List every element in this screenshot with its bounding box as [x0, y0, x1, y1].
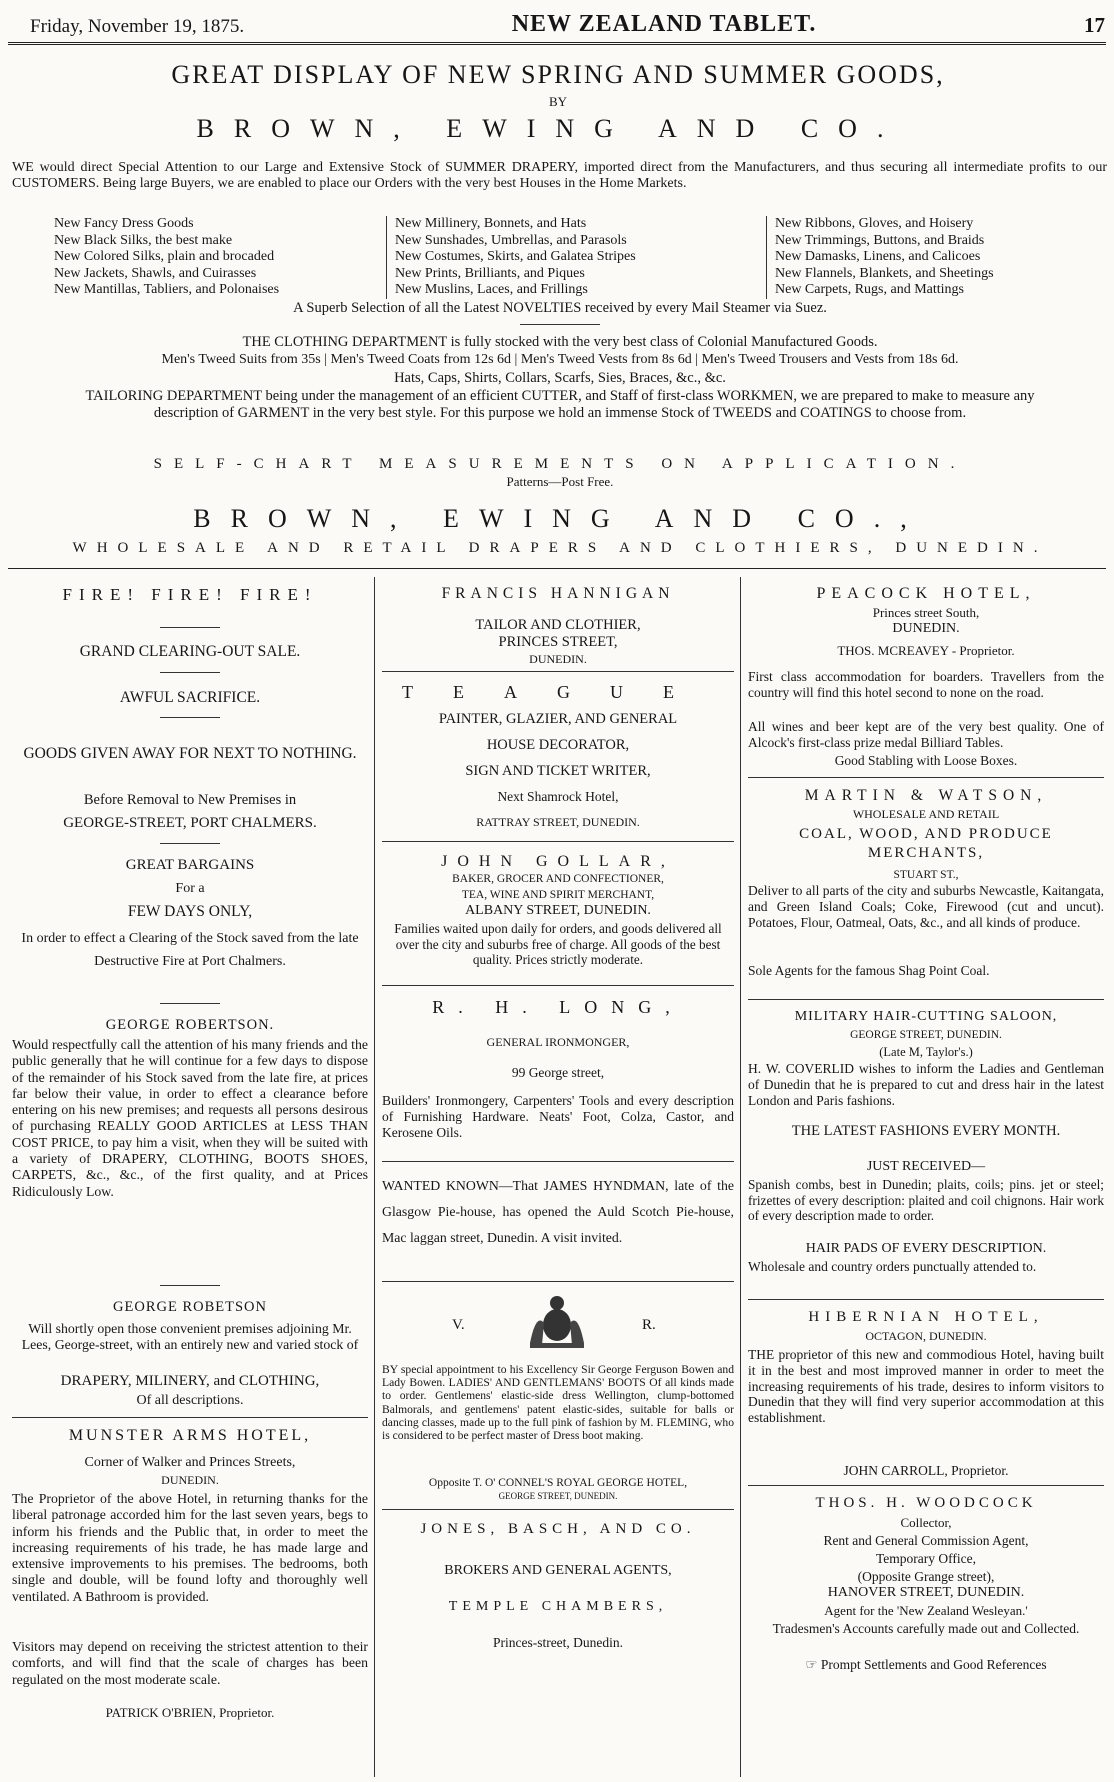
by-line: BY	[548, 94, 568, 109]
list-item: New Fancy Dress Goods	[54, 216, 194, 231]
hair-paragraph-3: Wholesale and country orders punctually attended to.	[748, 1259, 1037, 1274]
bargains-heading: GREAT BARGAINS	[125, 857, 255, 873]
few-days-line: FEW DAYS ONLY,	[127, 903, 253, 920]
suits-line: Men's Tweed Suits from 35s | Men's Tweed Coats from 12s 6d | Men's Tweed Vests from 8s 6d | Men's Tweed Trousers and Vests from 18s 6d.	[161, 352, 959, 367]
peacock-paragraph-2: All wines and beer kept are of the very best quality. One of Alcock's first-class prize medal Billiard Tables.	[748, 719, 1104, 750]
hair-line-2: (Late M, Taylor's.)	[879, 1045, 973, 1059]
clearing-paragraph: In order to effect a Clearing of the Stock saved from the late Destructive Fire at Port Chalmers.	[21, 931, 359, 969]
divider	[12, 717, 368, 718]
peacock-paragraph-3: Good Stabling with Loose Boxes.	[834, 753, 1018, 768]
intro-paragraph: WE would direct Special Attention to our Large and Extensive Stock of SUMMER DRAPERY, imported direct from the Manufacturers, and thus securing all intermediate profits to our CUSTOMERS. Being large Buyers, we are enabled to place our Orders with the very best Houses in the Home Markets.	[12, 160, 1107, 191]
wanted-paragraph: WANTED KNOWN—That JAMES HYNDMAN, late of the Glasgow Pie-house, has opened the Auld Scotch Pie-house, Mac laggan street, Dunedin. A visit invited.	[382, 1178, 734, 1245]
divider	[12, 1003, 368, 1004]
list-item: New Flannels, Blankets, and Sheetings	[775, 265, 994, 281]
woodcock-line-1: Collector,	[900, 1515, 952, 1530]
royal-arms-block	[382, 1289, 734, 1359]
long-line-1: GENERAL IRONMONGER,	[486, 1035, 630, 1049]
wholesale-line: WHOLESALE AND RETAIL DRAPERS AND CLOTHIERS, DUNEDIN.	[72, 540, 1048, 556]
boots-address: Opposite T. O' CONNEL'S ROYAL GEORGE HOTEL,	[428, 1477, 688, 1489]
column-1	[12, 577, 368, 1777]
peacock-heading: PEACOCK HOTEL,	[816, 585, 1036, 602]
munster-heading: MUNSTER ARMS HOTEL,	[68, 1427, 312, 1444]
divider	[382, 1281, 734, 1282]
munster-town: DUNEDIN.	[161, 1473, 219, 1487]
robertson-heading-2: GEORGE ROBETSON	[113, 1299, 267, 1315]
divider	[748, 1299, 1104, 1300]
divider	[748, 777, 1104, 778]
hair-paragraph-2: Spanish combs, best in Dunedin; plaits, coils; pins. jet or steel; frizettes of every description: plaited and coil chignons. Hair work of every description made to order.	[748, 1177, 1104, 1224]
goods-column-2	[386, 216, 766, 299]
long-paragraph: Builders' Ironmongery, Carpenters' Tools and every description of Furnishing Hardware. Neats' Foot, Colza, Castor, and Kerosene Oils.	[382, 1093, 734, 1140]
jones-heading: JONES, BASCH, AND CO.	[420, 1521, 696, 1537]
list-item: New Sunshades, Umbrellas, and Parasols	[395, 232, 627, 248]
pointing-hand-icon: ☞	[805, 1657, 821, 1672]
divider	[12, 1417, 368, 1418]
divider	[382, 1509, 734, 1510]
page-number: 17	[1084, 13, 1105, 37]
teague-line-3: SIGN AND TICKET WRITER,	[465, 763, 651, 779]
royal-arms-icon	[522, 1293, 592, 1353]
hibernian-line-1: OCTAGON, DUNEDIN.	[865, 1329, 987, 1343]
munster-paragraph-2: Visitors may depend on receiving the strictest attention to their comforts, and will find that the scale of charges has been regulated on the most moderate scale.	[12, 1639, 368, 1687]
hannigan-line-3: DUNEDIN.	[529, 652, 587, 666]
divider	[12, 1285, 368, 1286]
drapery-line: DRAPERY, MILINERY, and CLOTHING,	[60, 1373, 320, 1389]
george-street-line: GEORGE-STREET, PORT CHALMERS.	[63, 815, 317, 831]
divider	[520, 324, 600, 325]
munster-corner: Corner of Walker and Princes Streets,	[84, 1455, 296, 1470]
goods-given-heading: GOODS GIVEN AWAY FOR NEXT TO NOTHING.	[23, 745, 357, 762]
peacock-line-1: Princes street South,	[872, 605, 980, 620]
hair-pads: HAIR PADS OF EVERY DESCRIPTION.	[805, 1241, 1047, 1256]
peacock-line-2: DUNEDIN.	[892, 621, 960, 636]
teague-line-4: Next Shamrock Hotel,	[497, 789, 619, 804]
divider	[748, 999, 1104, 1000]
hair-paragraph: H. W. COVERLID wishes to inform the Ladies and Gentleman of Dunedin that he is prepared to cut and dress hair in the latest London and Paris fashions.	[748, 1061, 1104, 1108]
gollar-line-2: TEA, WINE AND SPIRIT MERCHANT,	[461, 889, 655, 901]
divider	[382, 1161, 734, 1162]
teague-line-5: RATTRAY STREET, DUNEDIN.	[476, 815, 640, 829]
woodcock-line-4: (Opposite Grange street),	[857, 1569, 995, 1584]
list-item: New Carpets, Rugs, and Mattings	[775, 282, 964, 297]
boots-paragraph: BY special appointment to his Excellency Sir George Ferguson Bowen and Lady Bowen. LADIES' AND GENTLEMANS' BOOTS Of all kinds made to order. Gentlemens' elastic-side dress Wellington, clump-bottomed Balmorals, and gentlemens' patent elastic-sides, suitable for balls or dancing classes, made up to the full pink of fashion by M. FLEMING, who is considered to be perfect master of Dress boot making.	[382, 1363, 734, 1443]
goods-column-1	[46, 216, 386, 299]
column-divider-2	[740, 577, 741, 1777]
teague-heading: TEAGUE	[402, 682, 714, 702]
headline: GREAT DISPLAY OF NEW SPRING AND SUMMER GOODS,	[171, 60, 945, 89]
hannigan-heading: FRANCIS HANNIGAN	[441, 585, 675, 602]
list-item: New Millinery, Bonnets, and Hats	[395, 216, 587, 231]
divider	[748, 1485, 1104, 1486]
hibernian-paragraph: THE proprietor of this new and commodious Hotel, having built it in the best and most improved manner in order to meet the increasing requirements of his trade, desires to inform visitors to Dunedin that they will find very superior accommodation at this establishment.	[748, 1347, 1104, 1426]
woodcock-line-8	[748, 1657, 1104, 1673]
hair-just: JUST RECEIVED—	[866, 1159, 986, 1174]
woodcock-line-5: HANOVER STREET, DUNEDIN.	[827, 1585, 1025, 1600]
hair-latest: THE LATEST FASHIONS EVERY MONTH.	[791, 1123, 1061, 1139]
list-item: New Black Silks, the best make	[54, 232, 233, 248]
list-item: New Jackets, Shawls, and Cuirasses	[54, 265, 257, 281]
martin-paragraph-2: Sole Agents for the famous Shag Point Coal.	[748, 963, 990, 978]
removal-line: Before Removal to New Premises in	[83, 792, 297, 808]
masthead	[30, 8, 1105, 38]
of-all-line: Of all descriptions.	[136, 1393, 244, 1408]
jones-line-1: BROKERS AND GENERAL AGENTS,	[444, 1563, 672, 1578]
firm-name-2: BROWN, EWING AND CO.,	[193, 504, 927, 533]
gollar-line-1: BAKER, GROCER AND CONFECTIONER,	[452, 873, 664, 885]
hats-line: Hats, Caps, Shirts, Collars, Scarfs, Sies, Braces, &c., &c.	[394, 370, 726, 386]
gollar-line-3: ALBANY STREET, DUNEDIN.	[465, 903, 651, 918]
boots-address-2: GEORGE STREET, DUNEDIN.	[498, 1491, 618, 1501]
fire-heading: FIRE! FIRE! FIRE!	[62, 585, 318, 604]
gollar-paragraph: Families waited upon daily for orders, and goods delivered all over the city and suburbs free of charge. All goods of the best quality. Prices strictly moderate.	[394, 921, 722, 967]
martin-line-1: WHOLESALE AND RETAIL	[852, 807, 1000, 821]
hibernian-heading: HIBERNIAN HOTEL,	[808, 1309, 1044, 1325]
peacock-paragraph: First class accommodation for boarders. Travellers from the country will find this hotel second to none on the road.	[748, 669, 1104, 700]
vr-v: V.	[452, 1317, 465, 1333]
list-item: New Colored Silks, plain and brocaded	[54, 249, 275, 264]
tailoring-paragraph: TAILORING DEPARTMENT being under the management of an efficient CUTTER, and Staff of first-class WORKMEN, we are prepared to make to measure any description of GARMENT in the very best style. For this purpose we hold an immense Stock of TWEEDS and COATINGS to choose from.	[85, 388, 1035, 421]
clothing-line: THE CLOTHING DEPARTMENT is fully stocked with the very best class of Colonial Manufactured Goods.	[242, 334, 878, 350]
teague-line-1: PAINTER, GLAZIER, AND GENERAL	[438, 711, 678, 727]
list-item: New Trimmings, Buttons, and Braids	[775, 232, 985, 248]
martin-heading: MARTIN & WATSON,	[804, 787, 1048, 804]
martin-line-2: COAL, WOOD, AND PRODUCE MERCHANTS,	[799, 826, 1053, 861]
sacrifice-heading: AWFUL SACRIFICE.	[119, 689, 261, 706]
divider	[382, 841, 734, 842]
teague-line-2: HOUSE DECORATOR,	[486, 737, 630, 753]
hibernian-signature: JOHN CARROLL, Proprietor.	[843, 1463, 1009, 1478]
section-rule	[8, 568, 1106, 569]
masthead-rule	[8, 42, 1106, 45]
jones-line-3: Princes-street, Dunedin.	[492, 1635, 624, 1650]
issue-date: Friday, November 19, 1875.	[30, 16, 245, 37]
divider	[12, 672, 368, 673]
long-heading: R. H. LONG,	[432, 997, 684, 1017]
peacock-line-3: THOS. MCREAVEY - Proprietor.	[837, 643, 1015, 658]
column-3	[748, 577, 1104, 1777]
divider	[12, 627, 368, 628]
martin-paragraph: Deliver to all parts of the city and suburbs Newcastle, Kaitangata, and Green Island Coals; Coke, Firewood (cut and uncut). Potatoes, Flour, Oatmeal, Oats, &c., and all kinds of produce.	[748, 883, 1104, 930]
woodcock-line-8-text: Prompt Settlements and Good References	[820, 1657, 1047, 1672]
woodcock-line-3: Temporary Office,	[875, 1551, 976, 1566]
robertson-heading: GEORGE ROBERTSON.	[105, 1017, 275, 1033]
divider	[382, 985, 734, 986]
novelties-line: A Superb Selection of all the Latest NOVELTIES received by every Mail Steamer via Suez.	[293, 300, 827, 316]
long-line-2: 99 George street,	[511, 1065, 605, 1080]
goods-list	[46, 216, 1106, 299]
column-2	[382, 577, 734, 1777]
list-item: New Ribbons, Gloves, and Hoisery	[775, 216, 974, 231]
robertson-paragraph-2: Will shortly open those convenient premises adjoining Mr. Lees, George-street, with an entirely new and varied stock of	[21, 1321, 359, 1352]
self-chart-line: SELF-CHART MEASUREMENTS ON APPLICATION.	[153, 456, 967, 472]
martin-line-3: STUART ST.,	[893, 869, 959, 881]
patterns-line: Patterns—Post Free.	[506, 474, 614, 489]
hair-line-1: GEORGE STREET, DUNEDIN.	[850, 1029, 1002, 1041]
jones-line-2: TEMPLE CHAMBERS,	[448, 1599, 668, 1614]
munster-paragraph: The Proprietor of the above Hotel, in returning thanks for the liberal patronage accorded him for the last seven years, begs to inform his friends and the Public that, in order to meet the increasing requirements of his trade, he has made large and extensive improvements to his premises. The bedrooms, both single and double, will be found lofty and thoroughly well ventilated. A Bathroom is provided.	[12, 1491, 368, 1604]
list-item: New Damasks, Linens, and Calicoes	[775, 249, 981, 264]
list-item: New Muslins, Laces, and Frillings	[395, 282, 588, 297]
firm-name: BROWN, EWING AND CO.	[196, 114, 904, 143]
hannigan-line-2: PRINCES STREET,	[498, 634, 618, 650]
vr-r: R.	[642, 1317, 656, 1333]
woodcock-line-2: Rent and General Commission Agent,	[823, 1533, 1029, 1548]
hair-heading: MILITARY HAIR-CUTTING SALOON,	[794, 1009, 1058, 1024]
divider	[382, 671, 734, 672]
woodcock-line-6: Agent for the 'New Zealand Wesleyan.'	[824, 1603, 1028, 1618]
woodcock-heading: THOS. H. WOODCOCK	[815, 1495, 1037, 1511]
list-item: New Mantillas, Tabliers, and Polonaises	[54, 282, 280, 297]
list-item: New Costumes, Skirts, and Galatea Stripes	[395, 249, 636, 264]
paper-title: NEW ZEALAND TABLET.	[511, 11, 817, 37]
munster-signature: PATRICK O'BRIEN, Proprietor.	[105, 1705, 275, 1720]
column-divider-1	[374, 577, 375, 1777]
clearing-heading: GRAND CLEARING-OUT SALE.	[79, 643, 301, 660]
hannigan-line-1: TAILOR AND CLOTHIER,	[475, 617, 641, 633]
list-item: New Prints, Brilliants, and Piques	[395, 265, 585, 281]
woodcock-line-7: Tradesmen's Accounts carefully made out and Collected.	[772, 1621, 1080, 1636]
for-a-line: For a	[175, 881, 205, 896]
robertson-paragraph: Would respectfully call the attention of his many friends and the public generally that he will continue for a few days to dispose of the remainder of his Stock saved from the late fire, at prices far below their value, in order to effect a clearance before entering on his new premises; and requests all persons desirous of purchasing REALLY GOOD ARTICLES at LESS THAN COST PRICE, to pay him a visit, when they will be suited with a variety of DRAPERY, CLOTHING, BOOTS SHOES, CARPETS, &c., &c., of the first quality, and at Prices Ridiculously Low.	[12, 1037, 368, 1199]
divider	[12, 843, 368, 844]
goods-column-3	[766, 216, 1096, 299]
gollar-heading: JOHN GOLLAR,	[441, 853, 675, 870]
